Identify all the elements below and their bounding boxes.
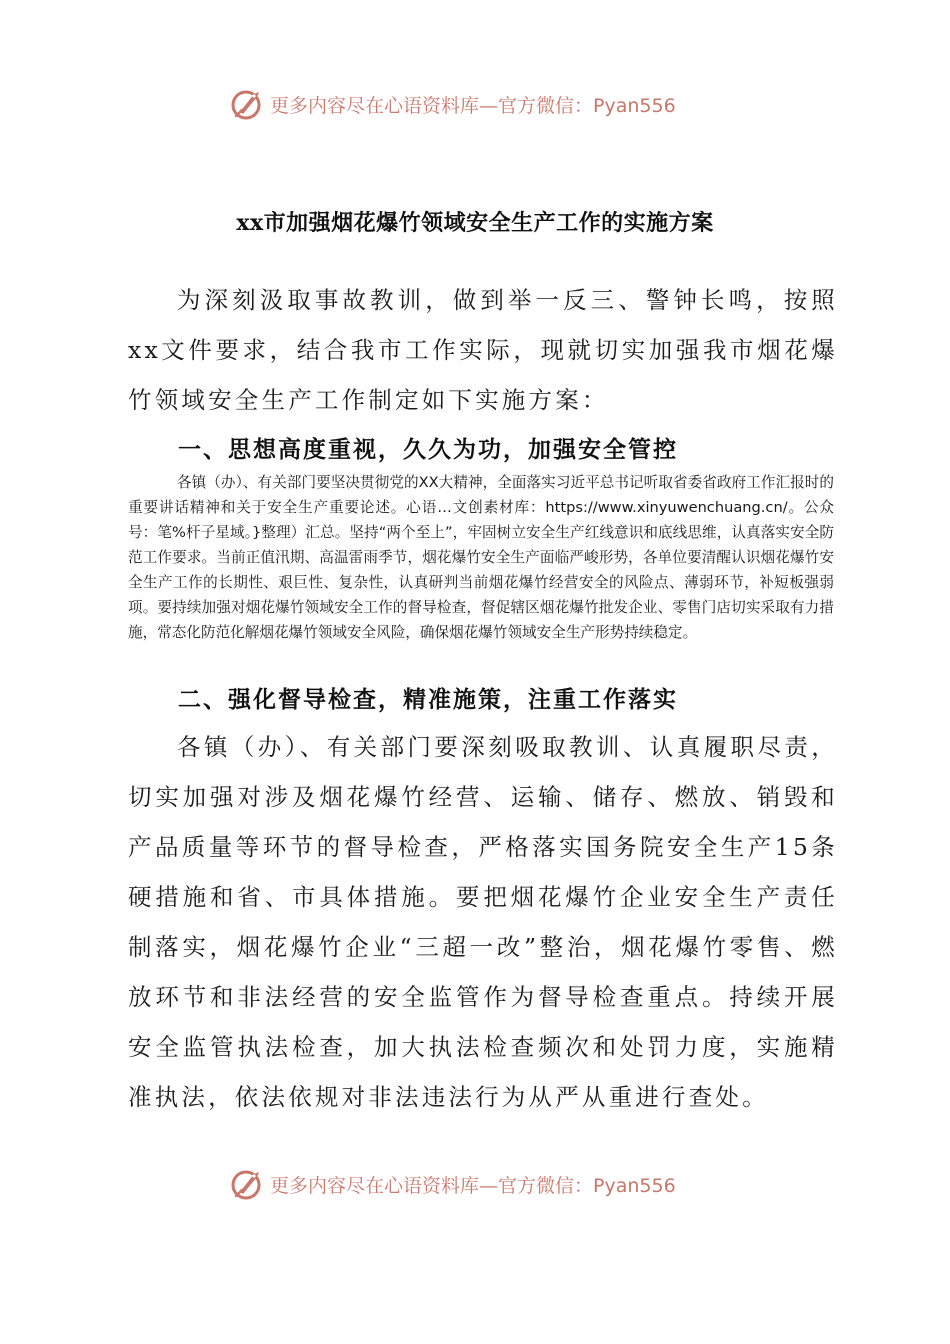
section1-body: 各镇（办）、有关部门要坚决贯彻党的XX大精神，全面落实习近平总书记听取省委省政府工作汇报时的重要讲话精神和关于安全生产重要论述。心语…文创素材库：https://www.xinyuwenchuang.cn/。公众号：笔%杆子星域。}整理）汇总。坚持“两个至上”，牢固树立安全生产红线意识和底线思维，认真落实安全防范工作要求。当前正值汛期、高温雷雨季节，烟花爆竹安全生产面临严峻形势，各单位要清醒认识烟花爆竹安全生产工作的长期性、艰巨性、复杂性，认真研判当前烟花爆竹经营安全的风险点、薄弱环节，补短板强弱项。要持续加强对烟花爆竹领域安全工作的督导检查，督促辖区烟花爆竹批发企业、零售门店切实采取有力措施，常态化防范化解烟花爆竹领域安全风险，确保烟花爆竹领域安全生产形势持续稳定。: [128, 474, 834, 641]
section2-heading: 二、强化督导检查，精准施策，注重工作落实: [178, 686, 678, 713]
pen-nib-logo-icon: [230, 86, 266, 122]
banner-text: [270, 91, 676, 118]
banner-slogan: 更多内容尽在心语资料库—官方微信：: [270, 1174, 594, 1197]
section2-body: 各镇（办）、有关部门要深刻吸取教训、认真履职尽责，切实加强对涉及烟花爆竹经营、运输、储存、燃放、销毁和产品质量等环节的督导检查，严格落实国务院安全生产15条硬措施和省、市具体措施。要把烟花爆竹企业安全生产责任制落实，烟花爆竹企业“三超一改”整治，烟花爆竹零售、燃放环节和非法经营的安全监管作为督导检查重点。持续开展安全监管执法检查，加大执法检查频次和处罚力度，实施精准执法，依法依规对非法违法行为从严从重进行查处。: [128, 733, 838, 1111]
banner-wechat-id: Pyan556: [593, 94, 676, 117]
footer-banner: [230, 1164, 750, 1204]
banner-slogan: 更多内容尽在心语资料库—官方微信：: [270, 94, 594, 117]
section1-heading: 一、思想高度重视，久久为功，加强安全管控: [178, 436, 678, 463]
document-title: xx市加强烟花爆竹领域安全生产工作的实施方案: [236, 210, 714, 236]
header-banner: [230, 84, 750, 124]
banner-text: [270, 1171, 676, 1198]
banner-wechat-id: Pyan556: [593, 1174, 676, 1197]
intro-paragraph: 为深刻汲取事故教训，做到举一反三、警钟长鸣，按照xx文件要求，结合我市工作实际，现就切实加强我市烟花爆竹领域安全生产工作制定如下实施方案：: [128, 286, 838, 414]
pen-nib-logo-icon: [230, 1166, 266, 1202]
